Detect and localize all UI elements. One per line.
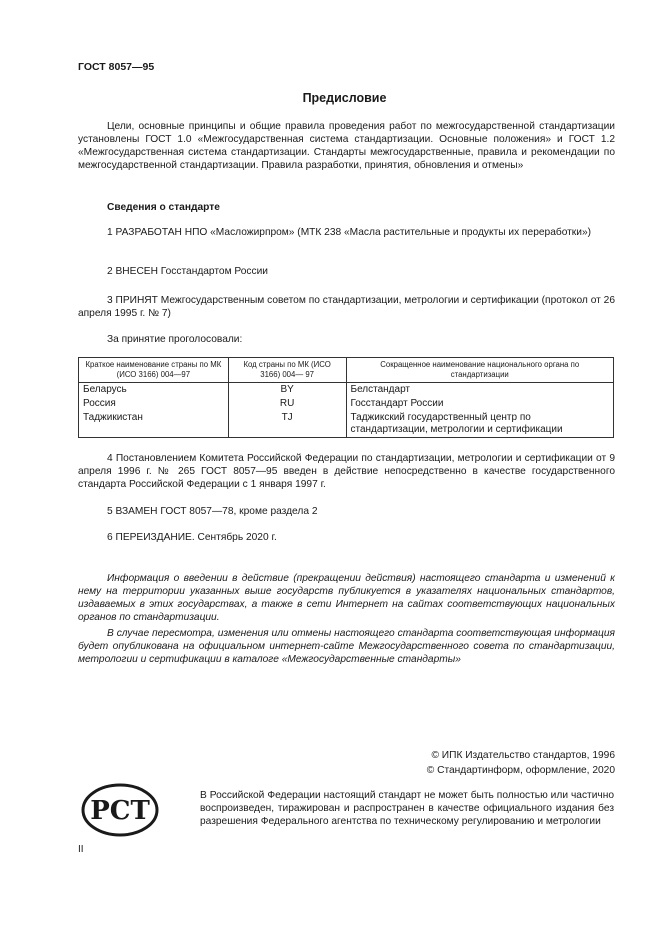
- country-cell: Таджикистан: [79, 411, 229, 438]
- country-cell: Беларусь: [79, 383, 229, 398]
- body-cell: Таджикский государственный центр по стандартизации, метрологии и сертификации: [346, 411, 614, 438]
- info-italic-paragraph-2: В случае пересмотра, изменения или отмены настоящего стандарта соответствующая информация будет опубликована на официальном интернет-сайте Межгосударственного совета по стандартизации, метрологии и сертификации в каталоге «Межгосударственные стандарты»: [78, 628, 615, 665]
- table-header-row: [79, 358, 614, 383]
- item-3: 3 ПРИНЯТ Межгосударственным советом по стандартизации, метрологии и сертификации (протокол от 26 апреля 1995 г. № 7): [78, 295, 615, 319]
- page-title: Предисловие: [302, 91, 387, 105]
- code-cell: TJ: [228, 411, 346, 438]
- table-row: [79, 411, 614, 438]
- body-cell: Госстандарт России: [346, 397, 614, 411]
- copyright-block: [427, 748, 615, 778]
- logo-lettering: РСТ: [90, 796, 150, 826]
- voted-label: За принятие проголосовали:: [107, 334, 243, 345]
- item-5: 5 ВЗАМЕН ГОСТ 8057—78, кроме раздела 2: [107, 506, 318, 517]
- item-4: 4 Постановлением Комитета Российской Федерации по стандартизации, метрологии и сертификации от 9 апреля 1996 г. № 265 ГОСТ 8057—95 введен в действие непосредственно в качестве государственного стандарта Российской Федерации с 1 января 1997 г.: [78, 453, 615, 490]
- item-1: 1 РАЗРАБОТАН НПО «Масложирпром» (МТК 238 «Масла растительные и продукты их переработки»): [107, 227, 592, 238]
- copyright-line-1: © ИПК Издательство стандартов, 1996: [431, 750, 615, 761]
- copyright-notice: В Российской Федерации настоящий стандарт не может быть полностью или частично воспроизведен, тиражирован и распространен в качестве официального издания без разрешения Федерального агентства по техническому регулированию и метрологии: [200, 790, 614, 827]
- item-6: 6 ПЕРЕИЗДАНИЕ. Сентябрь 2020 г.: [107, 532, 277, 543]
- document-header: ГОСТ 8057—95: [78, 61, 155, 73]
- intro-paragraph: Цели, основные принципы и общие правила проведения работ по межгосударственной стандартизации установлены ГОСТ 1.0 «Межгосударственная система стандартизации. Основные положения» и ГОСТ 1.2 «Межгосударственная система стандартизации. Стандарты межгосударственные, правила и рекомендации по межгосударственной стандартизации. Правила разработки, принятия, обновления и отмены»: [78, 121, 615, 171]
- header-body: Сокращенное наименование национального органа по стандартизации: [346, 358, 614, 383]
- info-heading: Сведения о стандарте: [107, 202, 220, 213]
- code-cell: RU: [228, 397, 346, 411]
- page-number: II: [78, 844, 84, 855]
- body-cell: Белстандарт: [346, 383, 614, 398]
- rst-logo-icon: [80, 782, 160, 838]
- country-cell: Россия: [79, 397, 229, 411]
- item-2: 2 ВНЕСЕН Госстандартом России: [107, 266, 268, 277]
- table-row: [79, 397, 614, 411]
- table-row: [79, 383, 614, 398]
- voting-table: [78, 357, 614, 438]
- copyright-line-2: © Стандартинформ, оформление, 2020: [426, 765, 615, 776]
- header-code: Код страны по МК (ИСО 3166) 004— 97: [228, 358, 346, 383]
- header-country: Краткое наименование страны по МК (ИСО 3166) 004—97: [79, 358, 229, 383]
- info-italic-paragraph-1: Информация о введении в действие (прекращении действия) настоящего стандарта и изменений к нему на территории указанных выше государств публикуется в указателях национальных стандартов, издаваемых в этих государствах, а также в сети Интернет на сайтах соответствующих национальных органов по стандартизации.: [78, 573, 615, 623]
- code-cell: BY: [228, 383, 346, 398]
